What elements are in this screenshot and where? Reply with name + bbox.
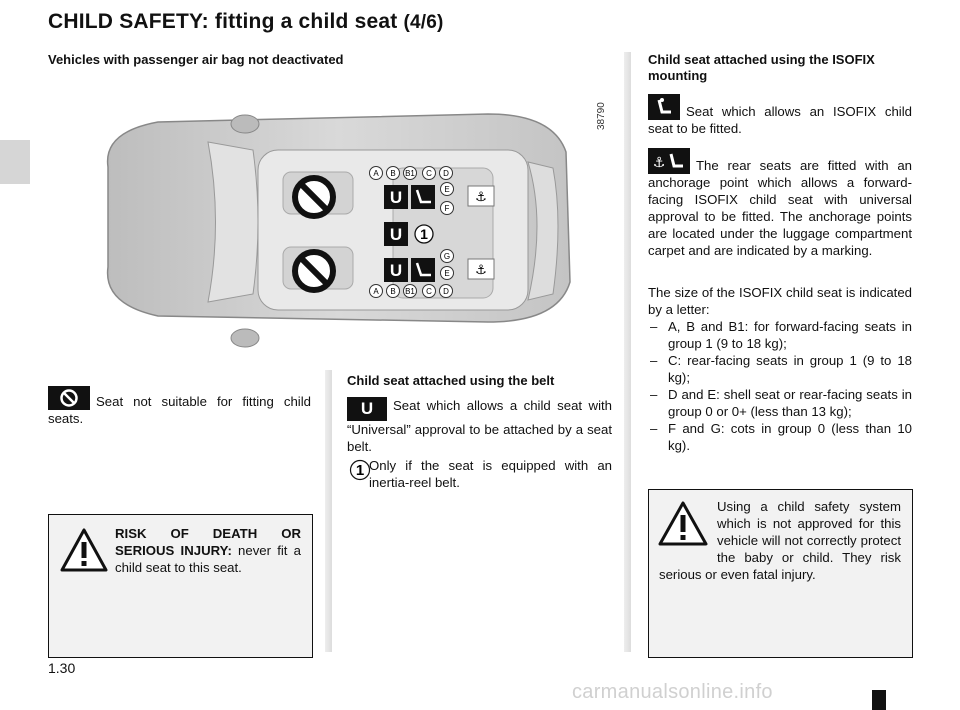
note-text: Only if the seat is equipped with an inertia-reel belt. xyxy=(369,458,612,490)
title-suffix: (4/6) xyxy=(403,12,444,33)
seat-letter-f xyxy=(441,202,454,215)
warning-triangle-icon xyxy=(59,527,109,573)
svg-text:B: B xyxy=(390,169,396,178)
size-list-item: – D and E: shell seat or rear-facing seats in group 0 or 0+ (less than 13 kg); xyxy=(648,386,912,420)
svg-text:1: 1 xyxy=(355,462,365,479)
section-tab xyxy=(0,140,30,184)
svg-text:E: E xyxy=(444,269,450,278)
svg-text:⚓: ⚓ xyxy=(475,263,487,278)
svg-text:G: G xyxy=(443,252,451,261)
svg-text:1: 1 xyxy=(420,226,428,242)
svg-text:C: C xyxy=(426,287,432,296)
svg-text:C: C xyxy=(426,169,432,178)
column-gutter-right xyxy=(624,52,631,652)
warning-right-body: Using a child safety system which is not approved for this vehicle will not correctly protect the baby or child. They risk serious or even fatal injury. xyxy=(659,499,901,582)
anchor-point-icon-bottom xyxy=(468,259,494,279)
warning-left-text xyxy=(115,525,301,576)
universal-seat-icon-bottom xyxy=(384,258,408,282)
seat-letter-bottom-d xyxy=(440,285,453,298)
seat-letter-top-c xyxy=(423,167,436,180)
isofix-seat-icon-top xyxy=(411,185,435,209)
size-list-item: – C: rear-facing seats in group 1 (9 to 18 kg); xyxy=(648,352,912,386)
svg-text:B: B xyxy=(390,287,396,296)
isofix-paragraph xyxy=(648,94,912,137)
page-corner-marker xyxy=(872,690,886,710)
middle-subheading: Child seat attached using the belt xyxy=(347,373,555,388)
watermark: carmanualsonline.info xyxy=(572,681,773,703)
svg-text:A: A xyxy=(373,287,379,296)
seat-letter-top-b1 xyxy=(404,167,417,180)
seat-letter-top-a xyxy=(370,167,383,180)
svg-text:E: E xyxy=(444,185,450,194)
not-suitable-text: Seat not suitable for fitting child seats. xyxy=(48,394,311,426)
seat-letter-bottom-b1 xyxy=(404,285,417,298)
universal-seat-icon: U xyxy=(347,397,387,421)
universal-seat-icon-middle xyxy=(384,222,408,246)
rear-anchor-text: The rear seats are fitted with an anchorage point which allows a forward-facing ISOFIX child seat with universal approval to be fitted. The anchorage points are located under the luggage compartment carpet and are indicated by a marking. xyxy=(648,158,912,258)
universal-text: Seat which allows a child seat with “Universal” approval to be attached by a seat belt. xyxy=(347,398,612,454)
size-list-item: – A, B and B1: for forward-facing seats in group 1 (9 to 18 kg); xyxy=(648,318,912,352)
right-subheading: Child seat attached using the ISOFIX mounting xyxy=(648,52,875,83)
anchor-point-icon-top xyxy=(468,186,494,206)
seat-letter-bottom-b xyxy=(387,285,400,298)
rear-anchor-paragraph xyxy=(648,148,912,259)
note-number-icon xyxy=(349,459,371,486)
no-child-seat-front-icon xyxy=(295,178,333,216)
seat-letter-top-b xyxy=(387,167,400,180)
page-title xyxy=(48,10,444,34)
seat-letter-e-rear xyxy=(441,267,454,280)
seat-letter-bottom-c xyxy=(423,285,436,298)
svg-text:F: F xyxy=(444,204,450,213)
size-intro: The size of the ISOFIX child seat is indicated by a letter: xyxy=(648,285,912,317)
svg-text:U: U xyxy=(389,261,403,280)
no-child-seat-rear-icon xyxy=(295,252,333,290)
isofix-anchor-icon xyxy=(648,148,690,174)
size-list-item: – F and G: cots in group 0 (less than 10 kg). xyxy=(648,420,912,454)
isofix-seat-icon xyxy=(648,94,680,120)
svg-text:U: U xyxy=(389,188,403,207)
column-gutter-left xyxy=(325,370,332,652)
title-text: CHILD SAFETY: fitting a child seat xyxy=(48,10,398,33)
seat-letter-bottom-a xyxy=(370,285,383,298)
page-number: 1.30 xyxy=(48,660,76,676)
diagram-marker-1 xyxy=(415,225,433,243)
svg-text:A: A xyxy=(373,169,379,178)
svg-text:B1: B1 xyxy=(405,287,415,296)
svg-text:D: D xyxy=(443,169,449,178)
size-list xyxy=(648,318,912,454)
svg-text:B1: B1 xyxy=(405,169,415,178)
car-diagram xyxy=(48,72,618,362)
universal-seat-icon-top xyxy=(384,185,408,209)
isofix-seat-icon-bottom xyxy=(411,258,435,282)
figure-ref-code: 38790 xyxy=(596,102,607,130)
warning-left-rest: never fit a child seat to this seat. xyxy=(115,543,301,575)
car-topview-illustration xyxy=(48,72,618,362)
seat-letter-g xyxy=(441,250,454,263)
warning-right-text xyxy=(659,498,901,583)
left-subheading: Vehicles with passenger air bag not deactivated xyxy=(48,52,344,67)
seat-letter-top-d xyxy=(440,167,453,180)
isofix-text: Seat which allows an ISOFIX child seat to be fitted. xyxy=(648,104,912,136)
not-suitable-paragraph xyxy=(48,386,311,427)
svg-text:D: D xyxy=(443,287,449,296)
svg-text:⚓: ⚓ xyxy=(475,190,487,205)
prohibited-seat-icon xyxy=(48,386,90,410)
seat-letter-e-front xyxy=(441,183,454,196)
warning-box-left xyxy=(48,514,313,658)
warning-left-bold: RISK OF DEATH OR SERIOUS INJURY: xyxy=(115,526,301,558)
svg-text:⚓: ⚓ xyxy=(652,155,666,171)
svg-text:U: U xyxy=(389,225,403,244)
universal-paragraph xyxy=(347,397,612,455)
warning-box-right xyxy=(648,489,913,658)
